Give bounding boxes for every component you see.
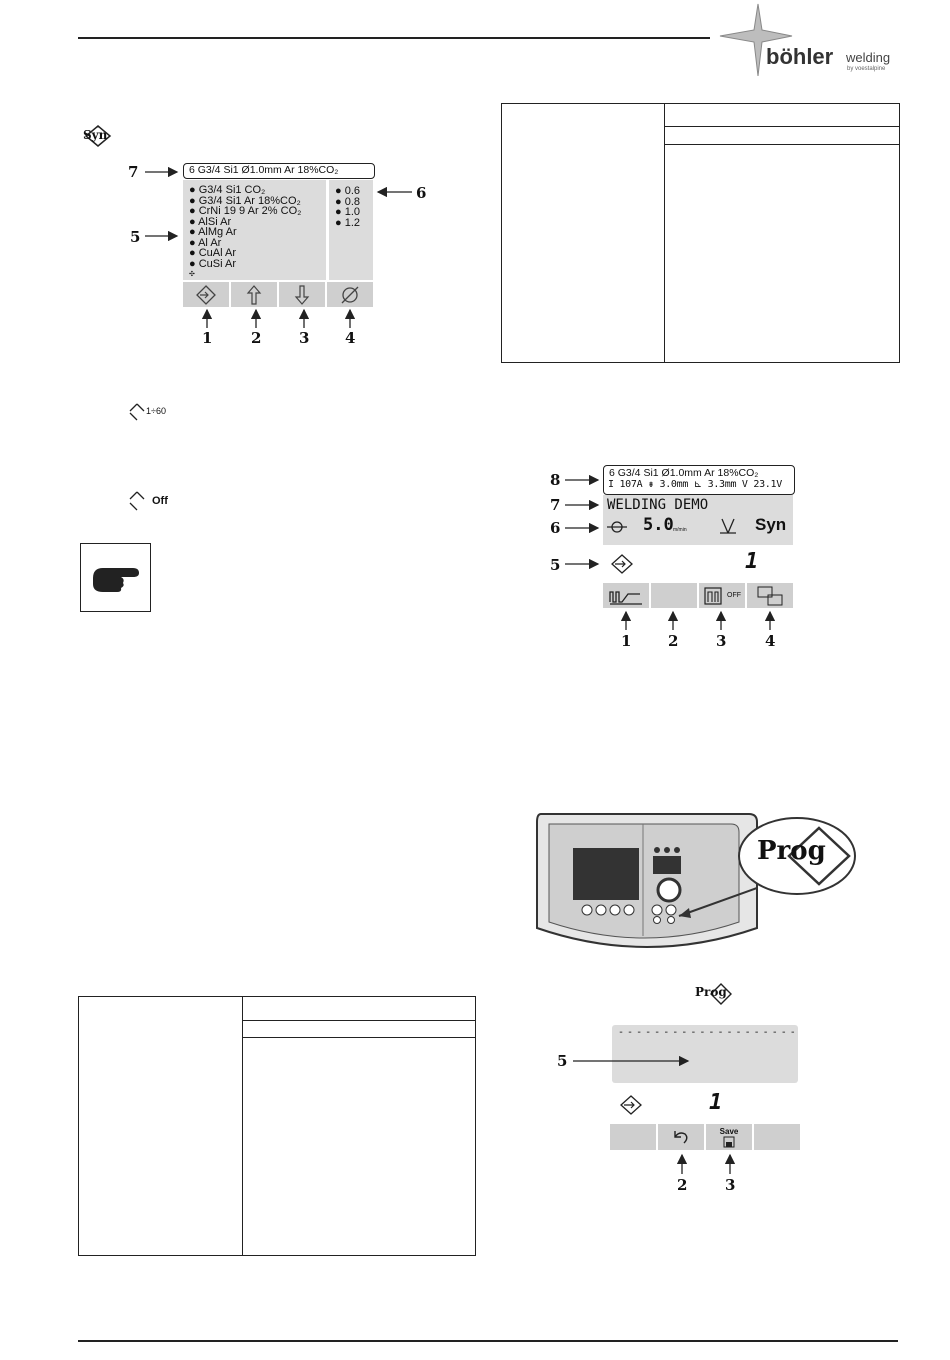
- demo-title: WELDING DEMO: [607, 497, 709, 513]
- demo-callout-4: 4: [765, 632, 776, 650]
- material-item[interactable]: ● CrNi 19 9 Ar 2% CO₂: [189, 205, 302, 217]
- brand-main: böhler: [766, 44, 834, 69]
- demo-callout-2: 2: [668, 632, 679, 650]
- diameter-item[interactable]: ● 0.6: [335, 185, 360, 197]
- diameter-item[interactable]: ● 0.8: [335, 195, 360, 208]
- off-diamond-icon: Off: [128, 490, 188, 512]
- demo-callout-5: 5: [550, 556, 561, 574]
- prog-callout-5: 5: [557, 1052, 568, 1070]
- prog-dashes: - - - - - - - - - - - - - - - - - - - -: [618, 1027, 795, 1038]
- demo-prog-number: 1: [745, 549, 759, 574]
- callout-7: 7: [128, 163, 139, 181]
- callout-5: 5: [130, 228, 141, 246]
- brand-sub: welding: [846, 50, 891, 65]
- save-button[interactable]: Save: [706, 1124, 752, 1150]
- prog-label-large: Prog: [757, 836, 826, 866]
- program-line: 6 G3/4 Si1 Ø1.0mm Ar 18%CO₂: [183, 163, 375, 179]
- material-item[interactable]: ● G3/4 Si1 Ar 18%CO₂: [189, 194, 301, 207]
- table-bottom-left: [78, 996, 476, 1256]
- range-diamond-icon: 1÷60: [128, 402, 188, 422]
- callout-4: 4: [345, 329, 356, 347]
- wire-speed-value: 5.0: [643, 515, 674, 535]
- material-item[interactable]: ● Al Ar: [189, 236, 222, 249]
- prog-number: 1: [709, 1090, 723, 1115]
- prog-icon: Prog: [693, 982, 737, 1006]
- material-item[interactable]: ● AlSi Ar: [189, 215, 232, 228]
- wire-speed-unit: m/min: [673, 527, 687, 533]
- material-item[interactable]: ● CuAl Ar: [189, 247, 236, 259]
- material-item[interactable]: ● G3/4 Si1 CO₂: [189, 184, 266, 196]
- demo-callout-1: 1: [621, 632, 632, 650]
- diameter-item[interactable]: ● 1.0: [335, 206, 360, 218]
- callout-6: 6: [416, 184, 427, 202]
- brand-by: by voestalpine: [847, 66, 886, 72]
- callout-3: 3: [299, 329, 310, 347]
- demo-header-lines: 6 G3/4 Si1 Ø1.0mm Ar 18%CO₂ I 107A ⇟ 3.0mm ⊾ 3.3mm V 23.1V: [603, 465, 795, 495]
- material-item[interactable]: ● CuSi Ar: [189, 257, 236, 270]
- callout-2: 2: [251, 329, 262, 347]
- footer-rule: [78, 1340, 898, 1342]
- syn-label: Syn: [755, 515, 787, 534]
- prog-callout-3: 3: [725, 1176, 736, 1194]
- demo-callout-7: 7: [550, 496, 561, 514]
- demo-callout-8: 8: [550, 471, 561, 489]
- diameter-item[interactable]: ● 1.2: [335, 216, 360, 229]
- callout-1: 1: [202, 329, 213, 347]
- syn-icon: Syn: [80, 124, 120, 148]
- demo-callout-3: 3: [716, 632, 727, 650]
- trigger-mode-button[interactable]: OFF: [699, 583, 745, 608]
- demo-callout-6: 6: [550, 519, 561, 537]
- prog-callout-2: 2: [677, 1176, 688, 1194]
- scroll-indicator-icon: ✣: [189, 271, 195, 278]
- material-item[interactable]: ● AlMg Ar: [189, 226, 237, 238]
